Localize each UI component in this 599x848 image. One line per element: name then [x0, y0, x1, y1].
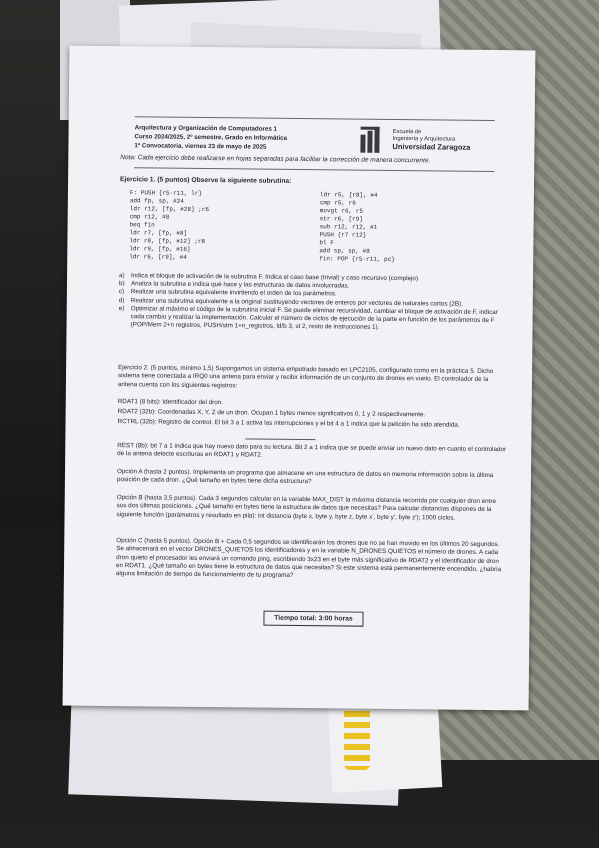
exercise2-intro: Ejercicio 2. (5 puntos, mínimo 1,5) Supongamos un sistema empotrado basado en LPC2105, configurado como en la práctica 5. Dicho sistema tiene conectada a IRQ0 una antena para enviar y recibir información de un conjunto de drones en vuelo. El controlador de la antena cuenta con los siguientes registros: — [117, 364, 494, 389]
code-listing — [120, 189, 500, 263]
code-line: PUSH {r7 r12} — [319, 231, 367, 239]
register-rdat2: RDAT2 (32b): Coordenadas X, Y, Z de un dron. Ocupan 1 bytes menos significativos 0, 1 y 2 respectivamente. — [117, 408, 426, 419]
code-line: movgt r6, r5 — [319, 207, 364, 215]
exam-session: 1ª Convocatoria, viernes 23 de mayo de 2025 — [134, 142, 267, 151]
option-b: Opción B (hasta 3,5 puntos). Cada 3 segundos calcular en la variable MAX_DIST la máxima distancia recorrida por cualquier dron entre sus dos últimas posiciones. ¿Qué tamaño en bytes tiene la estructura de datos que necesitas? Para calcular distancias dispones de la siguiente función (parámetros y resultado en pila): int distancia (byte x, byte y, byte z, byte x', byte y', byte z'); 1000 ciclos. — [116, 494, 497, 522]
logo-mark-icon — [360, 127, 384, 153]
exercise1-title: Ejercicio 1. (5 puntos) Observe la siguiente subrutina: — [120, 176, 292, 185]
question-item: e) Optimizar al máximo el código de la subrutina inicial F. Se puede eliminar recursividad, cambiar el bloque de activación de F, indicar cada cambio y realizar la implementación. Calcular el número de ciclos de ejecución de la parte en función de los parámetros de F (POP/Mem 2+n registros, PUSH/stm 1+n_registros, ld/b 3, st 2, resto de instrucciones 1). — [118, 304, 498, 332]
exercise1-questions — [118, 272, 509, 334]
code-line: add sp, sp, #8 — [319, 247, 370, 255]
code-line: ldr r6, [r9], #4 — [129, 253, 187, 261]
code-line: sub r12, r12, #1 — [319, 223, 378, 231]
code-line: cmp r12, #0 — [129, 213, 170, 221]
option-a: Opción A (hasta 2 puntos). Implementa un programa que almacene en una estructura de datos en memoria información sobre la última posición de cada dron. ¿Qué tamaño en bytes tiene dicha estructura? — [116, 468, 494, 486]
exam-header-info — [134, 123, 364, 152]
code-line: fin: POP {r5-r11, pc} — [319, 255, 395, 263]
exam-sheet — [63, 46, 536, 711]
code-column-right — [319, 191, 395, 264]
handwritten-mark — [245, 438, 315, 440]
code-column-left — [129, 189, 209, 262]
question-item: a) Indica el bloque de activación de la subrutina F. Indica el caso base (trivial) y caso recursivo (complejo). — [119, 272, 420, 283]
question-item: d) Realizar una subrutina equivalente a la original sustituyendo vectores de enteros por vectores de naturales cortos (2B). — [118, 296, 464, 308]
notebook-rings — [344, 700, 370, 770]
code-line: str r6, [r9] — [319, 215, 363, 223]
register-rest: REST (8b): bit 7 a 1 indica que hay nuevo dato para su lectura. Bit 2 a 1 indica que se puede enviar un nuevo dato en cuanto el controlador de la antena detecte escrituras en RDAT1 y RDAT2. — [117, 442, 507, 459]
register-rctrl: RCTRL (32b): Registro de control. El bit 3 a 1 activa las interrupciones y el bit 4 a 1 indica que la petición ha sido atendida. — [117, 418, 460, 429]
course-term: Curso 2024/2025, 2º semestre, Grado en Informática — [134, 133, 288, 142]
course-title: Arquitectura y Organización de Computadores 1 — [134, 124, 277, 133]
code-line: beq fin — [129, 221, 155, 229]
exam-note: Nota: Cada ejercicio debe realizarse en hojas separadas para facilitar la corrección de manera concurrente. — [120, 154, 431, 165]
option-c: Opción C (hasta 5 puntos). Opción B + Cada 0,5 segundos se identificarán los drones que no se han movido en los últimos 20 segundos. Se almacenará en el vector DRONES_QUIETOS los identificadores y en la variable N_DRONES QUIETOS el número de drones. A cada dron quieto el procesador les enviará un comando ping, escribiendo 3x23 en el byte más significativo de RDAT2 y el identificador de dron en RDAT1. ¿Qué tamaño en bytes tiene la estructura de datos que necesitas? Si este sistema está permanentemente encendido, ¿habría alguna limitación de tiempo de funcionamiento de tu programa? — [115, 537, 502, 580]
code-line: bl F — [319, 239, 334, 247]
total-time-box: Tiempo total: 3:00 horas — [263, 611, 363, 627]
code-line: F: PUSH {r5-r11, lr} — [129, 189, 202, 197]
code-line: add fp, sp, #24 — [129, 197, 184, 205]
register-rdat1: RDAT1 (8 bits): Identificador del dron. — [117, 398, 224, 407]
code-line: ldr r7, [fp, #8] — [129, 229, 188, 237]
logo-text: Escuela de Ingeniería y Arquitectura Universidad Zaragoza — [392, 128, 471, 152]
question-item: c) Realizar una subrutina equivalente invirtiendo el orden de los parámetros. — [118, 288, 337, 298]
code-line: ldr r5, [r8], #4 — [319, 191, 378, 199]
code-line: ldr r9, [fp, #16] — [129, 245, 191, 253]
code-line: ldr r12, [fp, #28] ;r6 — [129, 205, 210, 214]
code-line: ldr r8, [fp, #12] ;r8 — [129, 237, 206, 246]
code-line: cmp r5, r6 — [319, 199, 356, 207]
question-item: b) Analiza la subrutina e indica qué hace y las estructuras de datos involucradas. — [118, 280, 350, 290]
